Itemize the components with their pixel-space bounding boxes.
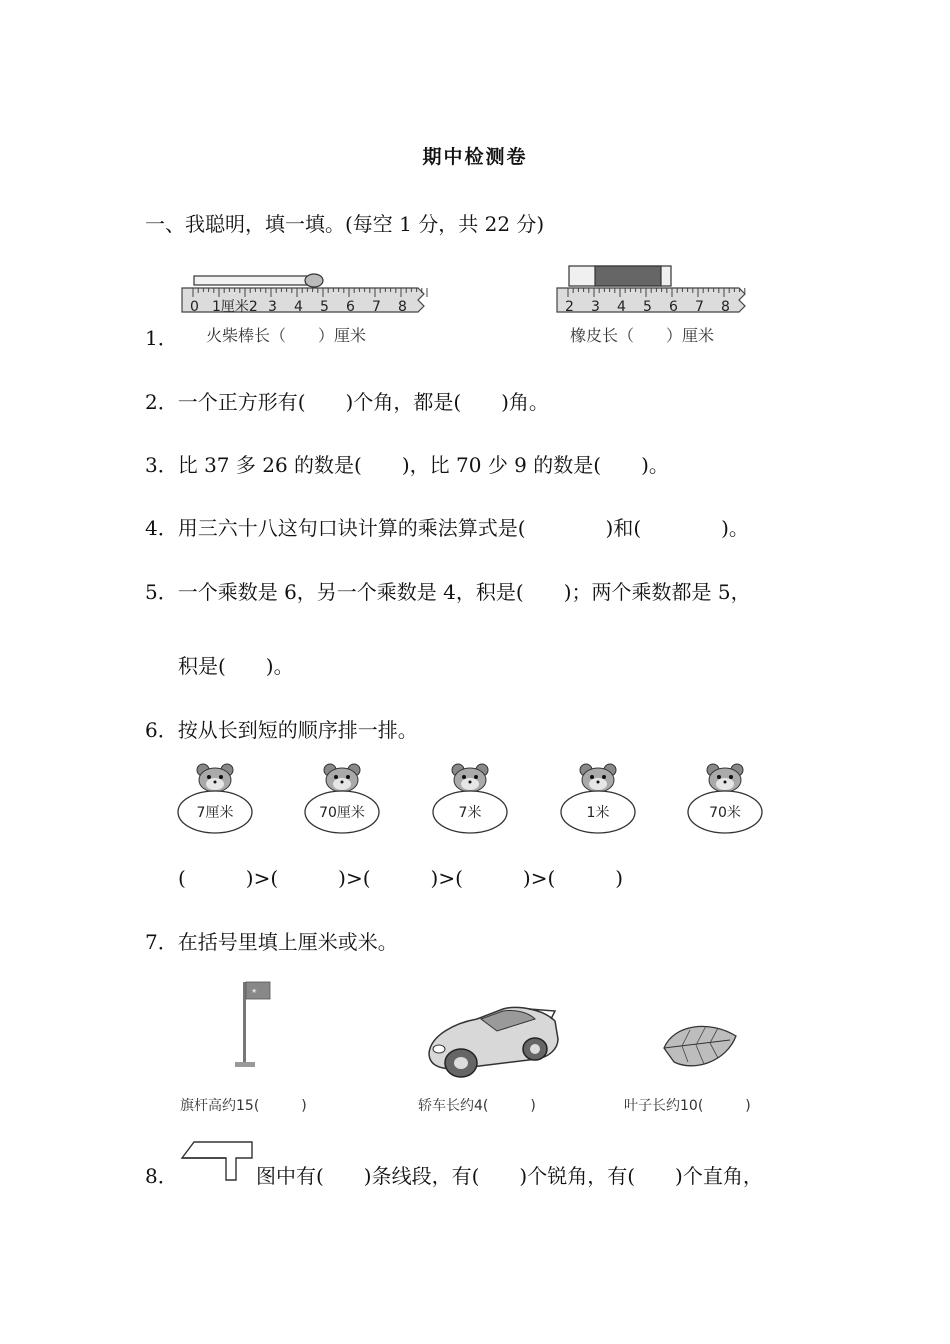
ruler-label: 0 (190, 299, 199, 315)
length-label: 7米 (458, 805, 482, 821)
section-heading: 一、我聪明，填一填。(每空 1 分，共 22 分) (145, 212, 545, 236)
hamster-card-3 (433, 764, 507, 833)
page-title: 期中检测卷 (422, 146, 528, 168)
q1-eraser-caption: 橡皮长（ ）厘米 (570, 326, 715, 345)
q5-line2: 积是( )。 (178, 654, 294, 678)
flagpole-icon (230, 980, 275, 1070)
hamster-card-2 (305, 764, 379, 833)
q8-number: 8． (145, 1164, 178, 1188)
ruler-label: 4 (294, 299, 303, 315)
eraser-ruler-figure (555, 264, 750, 316)
ruler-label: 1厘米2 (212, 299, 258, 315)
q8-text: 图中有( )条线段，有( )个锐角，有( )个直角， (256, 1164, 763, 1188)
q3-text: 3．比 37 多 26 的数是( )，比 70 少 9 的数是( )。 (145, 453, 669, 477)
q1-matchstick-caption: 火柴棒长（ ）厘米 (206, 326, 367, 345)
ruler-a-labels (190, 298, 407, 315)
ruler-label: 3 (268, 299, 277, 315)
ruler-label: 3 (591, 299, 600, 315)
leaf-icon (660, 1018, 740, 1073)
length-label: 1米 (586, 805, 610, 821)
q5-line1: 5．一个乘数是 6，另一个乘数是 4，积是( )；两个乘数都是 5， (145, 580, 751, 604)
hamster-card-5 (688, 764, 762, 833)
hamster-card-4 (561, 764, 635, 833)
length-label: 70厘米 (319, 805, 365, 821)
q7-leaf-caption: 叶子长约10( ) (624, 1098, 751, 1114)
ruler-label: 2 (565, 299, 574, 315)
q4-text: 4．用三六十八这句口诀计算的乘法算式是( )和( )。 (145, 516, 749, 540)
q8-shape-figure (180, 1140, 255, 1182)
q7-flagpole-caption: 旗杆高约15( ) (180, 1098, 307, 1114)
length-label: 70米 (709, 805, 741, 821)
ruler-label: 4 (617, 299, 626, 315)
ruler-label: 5 (643, 299, 652, 315)
svg-text:★: ★ (251, 987, 258, 995)
q2-text: 2．一个正方形有( )个角，都是( )角。 (145, 390, 549, 414)
q7-text: 7．在括号里填上厘米或米。 (145, 930, 398, 954)
q6-answer-line: ( )>( )>( )>( )>( ) (178, 866, 624, 890)
ruler-label: 7 (372, 299, 381, 315)
car-icon (425, 1005, 560, 1080)
ruler-label: 7 (695, 299, 704, 315)
q7-car-caption: 轿车长约4( ) (418, 1098, 536, 1114)
ruler-label: 6 (669, 299, 678, 315)
q1-number: 1． (145, 326, 178, 350)
ruler-label: 6 (346, 299, 355, 315)
q6-text: 6．按从长到短的顺序排一排。 (145, 718, 418, 742)
hamster-card-1 (178, 764, 252, 833)
matchstick-ruler-figure (180, 270, 430, 318)
length-label: 7厘米 (196, 805, 234, 821)
ruler-label: 8 (398, 299, 407, 315)
ruler-label: 5 (320, 299, 329, 315)
ruler-label: 8 (721, 299, 730, 315)
q6-hamster-row (170, 762, 780, 836)
